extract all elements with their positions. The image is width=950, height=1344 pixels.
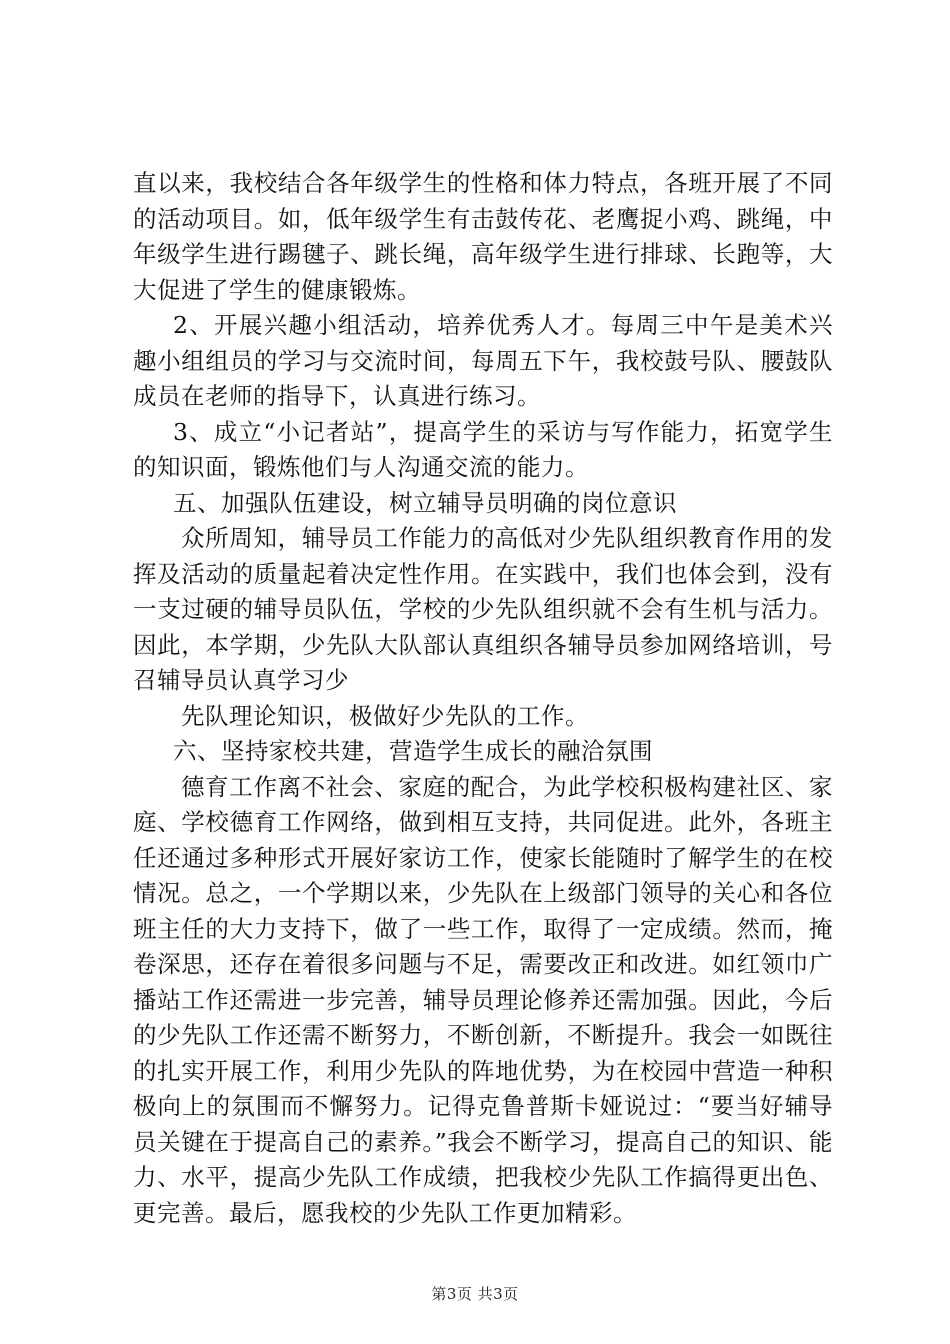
paragraph-conclusion: 德育工作离不社会、家庭的配合，为此学校积极构建社区、家庭、学校德育工作网络，做到相互支持，共同促进。此外，各班主任还通过多种形式开展好家访工作，使家长能随时了解学生的在校情况。总之，一个学期以来，少先队在上级部门领导的关心和各位班主任的大力支持下，做了一些工作，取得了一定成绩。然而，掩卷深思，还存在着很多问题与不足，需要改正和改进。如红领巾广播站工作还需进一步完善，辅导员理论修养还需加强。因此，今后的少先队工作还需不断努力，不断创新，不断提升。我会一如既往的扎实开展工作，利用少先队的阵地优势，为在校园中营造一种积极向上的氛围而不懈努力。记得克鲁普斯卡娅说过：“要当好辅导员关键在于提高自己的素养。”我会不断学习，提高自己的知识、能力、水平，提高少先队工作成绩，把我校少先队工作搞得更出色、更完善。最后，愿我校的少先队工作更加精彩。 (133, 772, 833, 1227)
document-body (133, 166, 833, 1231)
section-heading-home-school: 六、坚持家校共建，营造学生成长的融洽氛围 (173, 737, 653, 765)
paragraph-reporter-station: 3、成立“小记者站”，提高学生的采访与写作能力，拓宽学生的知识面，锻炼他们与人沟通交流的能力。 (133, 417, 833, 481)
paragraph-activities-intro: 直以来，我校结合各年级学生的性格和体力特点，各班开展了不同的活动项目。如，低年级学生有击鼓传花、老鹰捉小鸡、跳绳，中年级学生进行踢毽子、跳长绳，高年级学生进行排球、长跑等，大大促进了学生的健康锻炼。 (133, 169, 833, 304)
page-number-footer: 第3页 共3页 (431, 1285, 519, 1303)
section-heading-team-building: 五、加强队伍建设，树立辅导员明确的岗位意识 (173, 488, 677, 517)
paragraph-interest-groups: 2、开展兴趣小组活动，培养优秀人才。每周三中午是美术兴趣小组组员的学习与交流时间，每周五下午，我校鼓号队、腰鼓队成员在老师的指导下，认真进行练习。 (133, 311, 833, 410)
paragraph-theory-knowledge: 先队理论知识，极做好少先队的工作。 (181, 701, 589, 730)
paragraph-counselor-training: 众所周知，辅导员工作能力的高低对少先队组织教育作用的发挥及活动的质量起着决定性作用。在实践中，我们也体会到，没有一支过硬的辅导员队伍，学校的少先队组织就不会有生机与活力。因此，本学期，少先队大队部认真组织各辅导员参加网络培训，号召辅导员认真学习少 (133, 524, 833, 694)
